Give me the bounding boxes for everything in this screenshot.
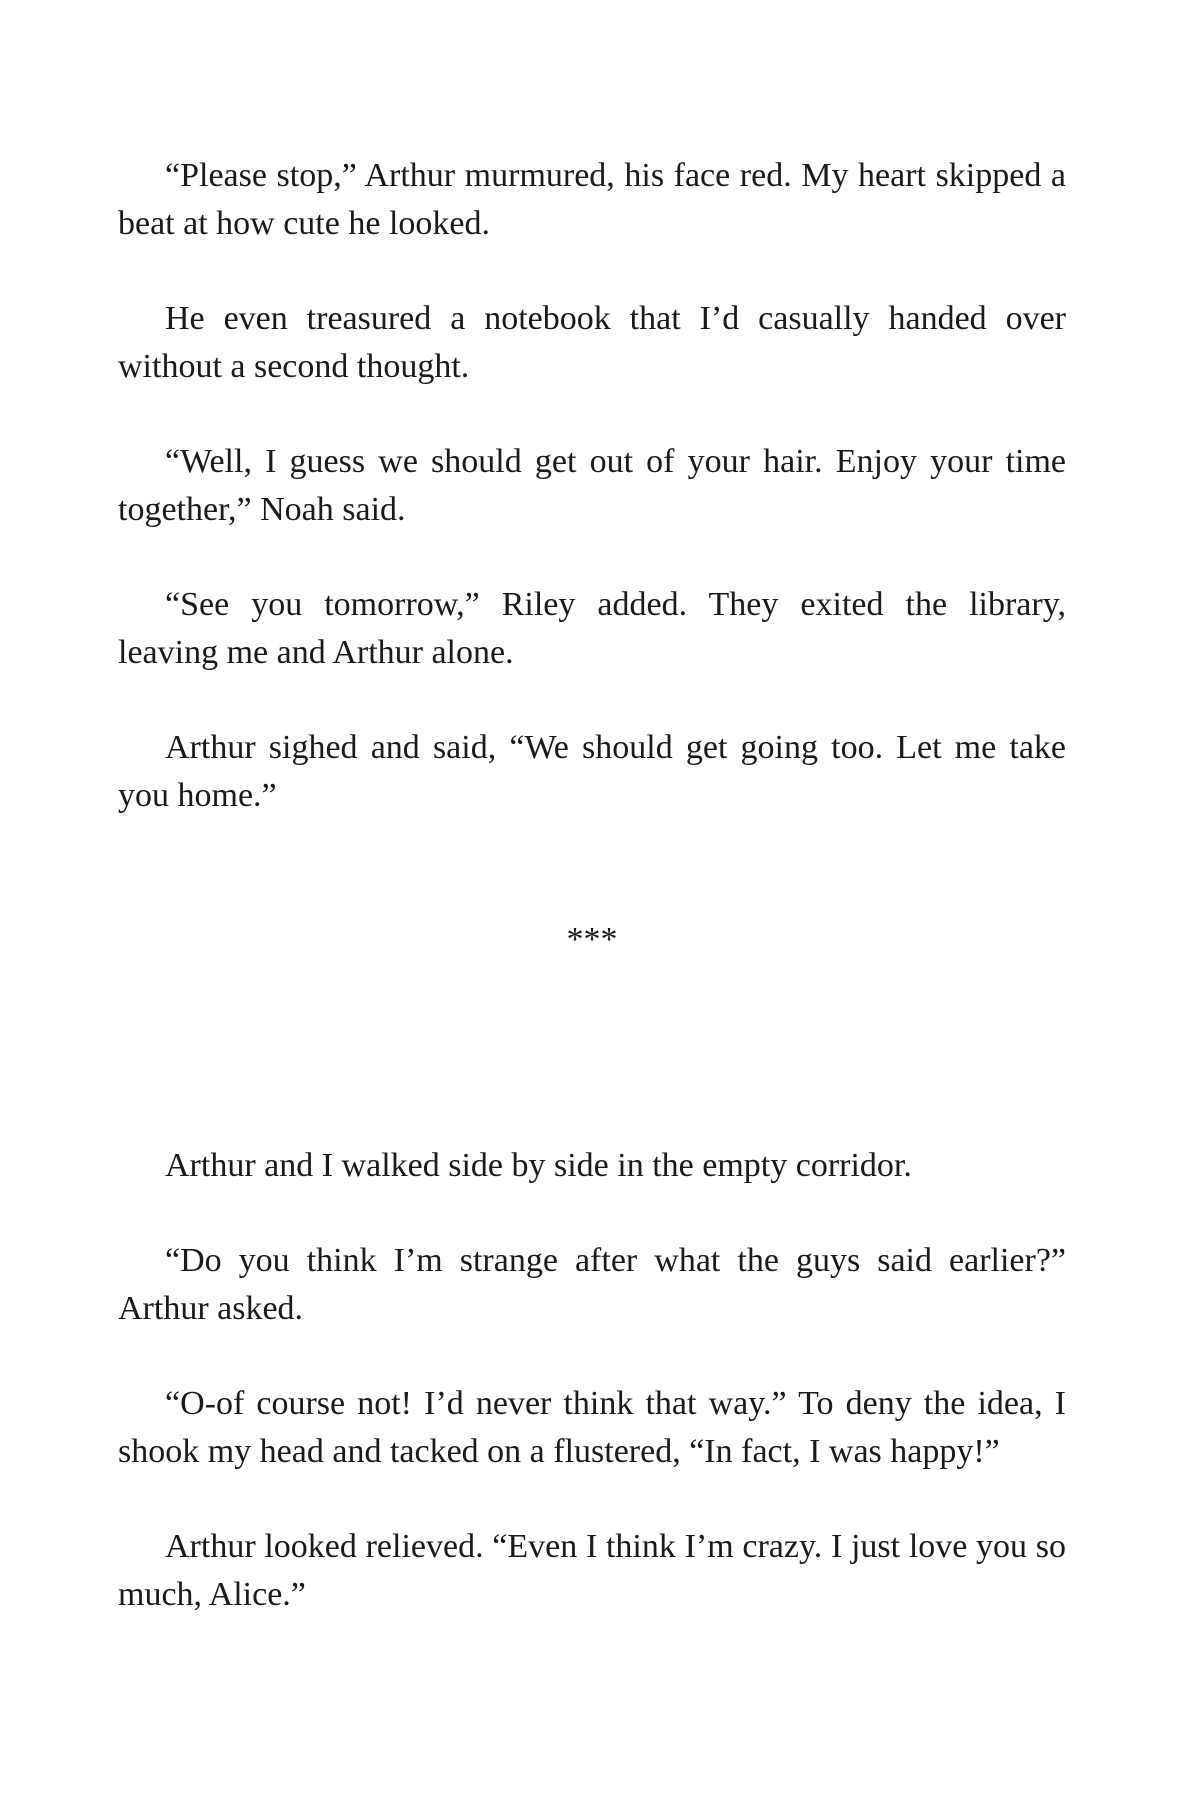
paragraph-3: “Well, I guess we should get out of your hair. Enjoy your time together,” Noah said.: [118, 443, 1066, 528]
paragraph-1: “Please stop,” Arthur murmured, his face red. My heart skipped a beat at how cute he looked.: [118, 157, 1066, 242]
paragraph-6: Arthur and I walked side by side in the empty corridor.: [165, 1147, 912, 1184]
paragraph-7: “Do you think I’m strange after what the guys said earlier?” Arthur asked.: [118, 1242, 1066, 1327]
paragraph-4: “See you tomorrow,” Riley added. They exited the library, leaving me and Arthur alone.: [118, 586, 1066, 671]
paragraph-2: He even treasured a notebook that I’d casually handed over without a second thought.: [118, 300, 1066, 385]
scene-break: ***: [566, 921, 618, 958]
paragraph-9: Arthur looked relieved. “Even I think I’m crazy. I just love you so much, Alice.”: [118, 1528, 1066, 1613]
after-break-section: [118, 1142, 1066, 1619]
page-body: [118, 152, 1066, 1666]
paragraph-5: Arthur sighed and said, “We should get going too. Let me take you home.”: [118, 729, 1066, 814]
paragraph-8: “O-of course not! I’d never think that way.” To deny the idea, I shook my head and tacked on a flustered, “In fact, I was happy!”: [118, 1385, 1066, 1470]
